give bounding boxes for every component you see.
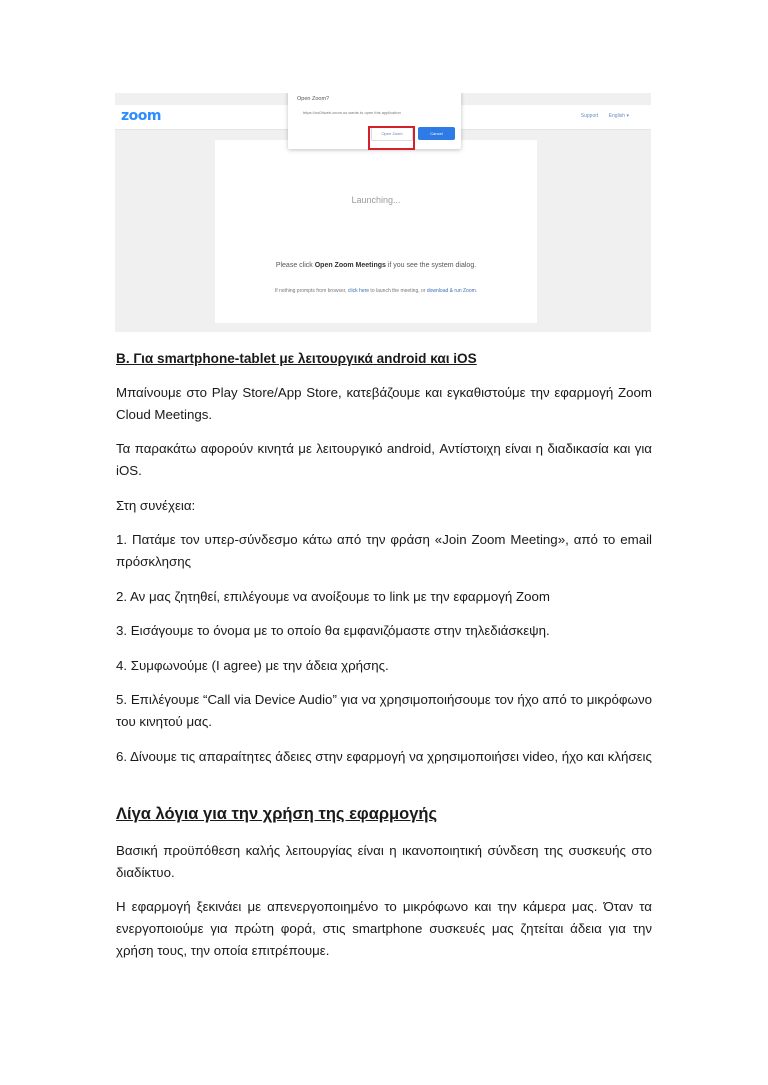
instruction-prefix: Please click [275,262,315,269]
step-6: 6. Δίνουμε τις απαραίτητες άδειες στην εφαρμογή να χρησιμοποιήσει video, ήχο και κλήσεις [116,749,652,764]
language-dropdown[interactable]: English ▾ [608,113,629,119]
step-4: 4. Συμφωνούμε (I agree) με την άδεια χρήσης. [116,658,389,673]
cancel-button[interactable]: Cancel [418,127,455,140]
instruction-suffix: if you see the system dialog. [385,262,477,269]
launching-text: Launching... [351,195,401,205]
step-2: 2. Αν μας ζητηθεί, επιλέγουμε να ανοίξουμε το link με την εφαρμογή Zoom [116,589,550,604]
fallback-prefix: If nothing prompts from browser, [274,288,348,294]
dialog-message: https://us04web.zoom.us wants to open this application [303,110,401,115]
open-zoom-button[interactable]: Open Zoom [371,126,413,141]
header-links [572,113,629,119]
step-5: 5. Επιλέγουμε “Call via Device Audio” για να χρησιμοποιήσουμε τον ήχο από το μικρόφωνο του κινητού μας. [116,692,652,729]
section-b-heading: Β. Για smartphone-tablet με λειτουργικά android και iOS [116,351,477,366]
fallback-text [215,288,537,294]
click-here-link[interactable]: click here [347,288,370,294]
paragraph-next: Στη συνέχεια: [116,498,196,513]
paragraph-connection: Βασική προϋπόθεση καλής λειτουργίας είναι η ικανοποιητική σύνδεση της συσκευής στο διαδίκτυο. [116,843,652,880]
embedded-zoom-screenshot [115,93,651,332]
instruction-text [215,262,537,269]
dialog-title: Open Zoom? [297,96,330,102]
step-3: 3. Εισάγουμε το όνομα με το οποίο θα εμφανιζόμαστε στην τηλεδιάσκεψη. [116,623,550,638]
download-zoom-link[interactable]: download & run Zoom [426,288,476,294]
fallback-middle: to launch the meeting, or [369,288,427,294]
paragraph-install: Μπαίνουμε στο Play Store/App Store, κατεβάζουμε και εγκαθιστούμε την εφαρμογή Zoom Cloud Meetings. [116,385,652,422]
fallback-suffix: . [475,288,478,294]
support-link[interactable]: Support [580,113,599,119]
zoom-logo: zoom [121,108,161,124]
paragraph-android-note: Τα παρακάτω αφορούν κινητά με λειτουργικό android, Αντίστοιχη είναι η διαδικασία και για iOS. [116,441,652,478]
paragraph-permissions: Η εφαρμογή ξεκινάει με απενεργοποιημένο το μικρόφωνο και την κάμερα μας. Όταν τα ενεργοποιούμε για πρώτη φορά, στις smartphone συσκευές μας ζητείται άδεια για την χρήση τους, την οποία επιτρέπουμε. [116,899,652,958]
instruction-bold: Open Zoom Meetings [314,262,386,269]
highlight-box [368,126,415,150]
launch-card [215,140,537,323]
usage-heading: Λίγα λόγια για την χρήση της εφαρμογής [116,805,438,823]
step-1: 1. Πατάμε τον υπερ-σύνδεσμο κάτω από την φράση «Join Zoom Meeting», από το email πρόσκλησης [116,532,652,569]
